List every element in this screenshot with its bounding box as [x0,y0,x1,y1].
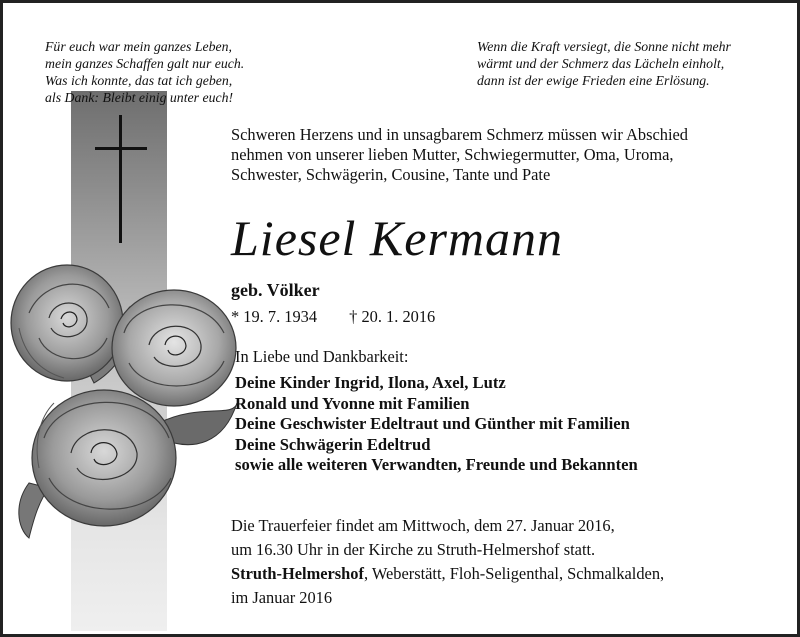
intro-line: nehmen von unserer lieben Mutter, Schwiegermutter, Oma, Uroma, [231,145,674,164]
poem-right-line: Wenn die Kraft versiegt, die Sonne nicht mehr [477,39,731,54]
rose-bottom [32,390,176,526]
deceased-name: Liesel Kermann [231,210,564,266]
poem-right-line: dann ist der ewige Frieden eine Erlösung. [477,73,710,88]
poem-left-line: Was ich konnte, das tat ich geben, [45,73,233,88]
birth-date: * 19. 7. 1934 [231,307,318,326]
cross-horizontal-bar [95,147,147,150]
mourners-list [235,373,638,476]
funeral-line: um 16.30 Uhr in der Kirche zu Struth-Helmershof statt. [231,540,596,559]
funeral-date: im Januar 2016 [231,588,333,607]
life-dates [231,307,435,327]
intro-line: Schwester, Schwägerin, Cousine, Tante und Pate [231,165,551,184]
poem-left-line: als Dank: Bleibt einig unter euch! [45,90,234,105]
mourner-line: sowie alle weiteren Verwandten, Freunde und Bekannten [235,455,638,474]
poem-left [45,38,244,106]
mourner-line: Deine Kinder Ingrid, Ilona, Axel, Lutz [235,373,506,392]
rose-right [112,290,236,406]
poem-right [477,38,731,89]
roses-illustration [9,253,241,553]
cross-icon [95,115,147,243]
poem-right-line: wärmt und der Schmerz das Lächeln einholt, [477,56,725,71]
funeral-place-rest: , Weberstätt, Floh-Seligenthal, Schmalkalden, [363,564,665,583]
intro-text [231,125,759,185]
mourners-intro: In Liebe und Dankbarkeit: [235,347,409,366]
intro-line: Schweren Herzens und in unsagbarem Schmerz müssen wir Abschied [231,125,688,144]
funeral-line: Die Trauerfeier findet am Mittwoch, dem 27. Januar 2016, [231,516,615,535]
poem-left-line: Für euch war mein ganzes Leben, [45,39,232,54]
mourner-line: Deine Geschwister Edeltraut und Günther mit Familien [235,414,630,433]
mourner-line: Deine Schwägerin Edeltrud [235,434,431,454]
funeral-place: Struth-Helmershof [231,564,364,583]
poem-left-line: mein ganzes Schaffen galt nur euch. [45,56,245,71]
funeral-place-line [231,562,664,586]
cross-vertical-bar [119,115,122,243]
funeral-info [231,514,664,610]
rose-top-left [11,265,123,381]
death-date: † 20. 1. 2016 [349,307,436,326]
maiden-name: geb. Völker [231,280,320,300]
mourner-line: Ronald und Yvonne mit Familien [235,393,470,413]
